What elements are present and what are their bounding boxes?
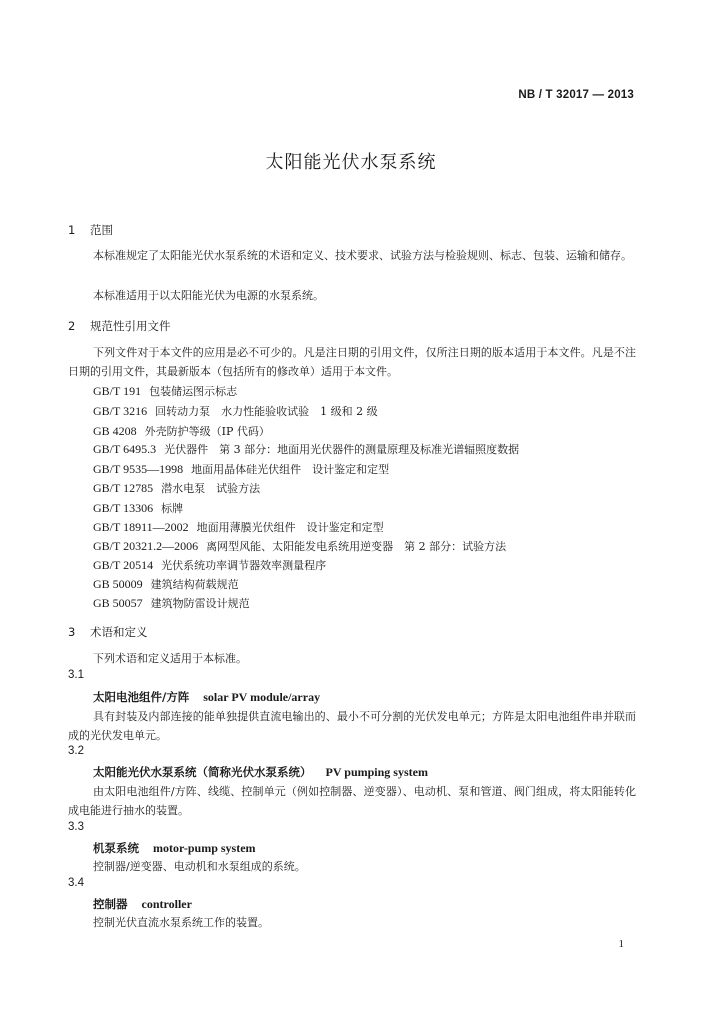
document-title: 太阳能光伏水泵系统 — [265, 152, 437, 173]
term-number: 3.3 — [68, 821, 84, 833]
term-definition: 控制光伏直流水泵系统工作的装置。 — [93, 916, 269, 929]
term-name — [93, 689, 320, 705]
reference-title: 地面用晶体硅光伏组件 设计鉴定和定型 — [191, 463, 390, 476]
scope-paragraph-1: 本标准规定了太阳能光伏水泵系统的术语和定义、技术要求、试验方法与检验规则、标志、包装、运输和储存。 — [93, 249, 632, 262]
reference-code: GB/T 12785 — [93, 481, 154, 495]
reference-item — [93, 595, 250, 611]
term-definition: 具有封装及内部连接的能单独提供直流电输出的、最小不可分割的光伏发电单元；方阵是太阳电池组件串并联而成的光伏发电单元。 — [68, 710, 636, 742]
reference-title: 光伏器件 第 3 部分：地面用光伏器件的测量原理及标准光谱辐照度数据 — [164, 443, 520, 456]
reference-code: GB/T 20514 — [93, 558, 154, 572]
reference-code: GB 4208 — [93, 424, 137, 438]
reference-item — [93, 423, 270, 439]
reference-title: 建筑结构荷载规范 — [150, 578, 239, 591]
section-2-heading — [68, 318, 171, 334]
reference-title: 建筑物防雷设计规范 — [150, 597, 250, 610]
term-name-en: PV pumping system — [325, 765, 428, 779]
reference-code: GB/T 13306 — [93, 501, 154, 515]
reference-item — [93, 403, 378, 419]
reference-title: 离网型风能、太阳能发电系统用逆变器 第 2 部分：试验方法 — [206, 540, 507, 553]
term-name — [93, 840, 256, 856]
term-name-en: controller — [141, 897, 192, 911]
section-number: 3 — [68, 625, 76, 639]
term-definition: 控制器/逆变器、电动机和水泵组成的系统。 — [93, 860, 306, 873]
term-name-cn: 控制器 — [93, 897, 128, 911]
term-number: 3.1 — [68, 669, 84, 681]
reference-code: GB/T 18911—2002 — [93, 520, 189, 534]
reference-item — [93, 538, 506, 554]
term-name-cn: 太阳能光伏水泵系统（简称光伏水泵系统） — [93, 765, 312, 779]
standard-code: NB / T 32017 — 2013 — [518, 89, 634, 101]
reference-title: 标牌 — [161, 502, 184, 515]
reference-code: GB/T 191 — [93, 384, 142, 398]
reference-item — [93, 576, 239, 592]
section-3-heading — [68, 624, 148, 640]
reference-code: GB/T 3216 — [93, 404, 148, 418]
reference-title: 光伏系统功率调节器效率测量程序 — [161, 559, 327, 572]
reference-title: 外壳防护等级（IP 代码） — [144, 425, 270, 438]
reference-item — [93, 519, 384, 535]
term-name-cn: 太阳电池组件/方阵 — [93, 690, 190, 704]
reference-title: 潜水电泵 试验方法 — [161, 482, 261, 495]
term-name — [93, 896, 192, 912]
section-title: 范围 — [90, 223, 113, 237]
reference-code: GB/T 20321.2—2006 — [93, 539, 199, 553]
reference-code: GB/T 6495.3 — [93, 442, 157, 456]
reference-item — [93, 557, 326, 573]
reference-code: GB 50009 — [93, 577, 143, 591]
reference-item — [93, 480, 260, 496]
section-number: 2 — [68, 319, 76, 333]
reference-item — [93, 441, 519, 457]
normative-intro: 下列文件对于本文件的应用是必不可少的。凡是注日期的引用文件，仅所注日期的版本适用于本文件。凡是不注日期的引用文件，其最新版本（包括所有的修改单）适用于本文件。 — [68, 346, 636, 378]
term-number: 3.4 — [68, 877, 84, 889]
term-name-cn: 机泵系统 — [93, 841, 139, 855]
page-number: 1 — [618, 938, 624, 950]
section-number: 1 — [68, 223, 76, 237]
term-number: 3.2 — [68, 745, 84, 757]
term-definition: 由太阳电池组件/方阵、线缆、控制单元（例如控制器、逆变器）、电动机、泵和管道、阀门组成，将太阳能转化成电能进行抽水的装置。 — [68, 785, 636, 817]
reference-item — [93, 383, 237, 399]
section-title: 规范性引用文件 — [90, 319, 171, 333]
term-name — [93, 764, 428, 780]
reference-item — [93, 500, 183, 516]
reference-code: GB/T 9535—1998 — [93, 462, 184, 476]
terms-intro: 下列术语和定义适用于本标准。 — [93, 652, 247, 665]
reference-code: GB 50057 — [93, 596, 143, 610]
section-1-heading — [68, 222, 113, 238]
scope-paragraph-2: 本标准适用于以太阳能光伏为电源的水泵系统。 — [93, 289, 324, 302]
reference-item — [93, 461, 389, 477]
term-name-en: motor-pump system — [153, 841, 256, 855]
reference-title: 回转动力泵 水力性能验收试验 1 级和 2 级 — [155, 405, 378, 418]
term-name-en: solar PV module/array — [203, 690, 321, 704]
section-title: 术语和定义 — [90, 625, 148, 639]
reference-title: 包装储运图示标志 — [149, 385, 238, 398]
reference-title: 地面用薄膜光伏组件 设计鉴定和定型 — [196, 521, 384, 534]
